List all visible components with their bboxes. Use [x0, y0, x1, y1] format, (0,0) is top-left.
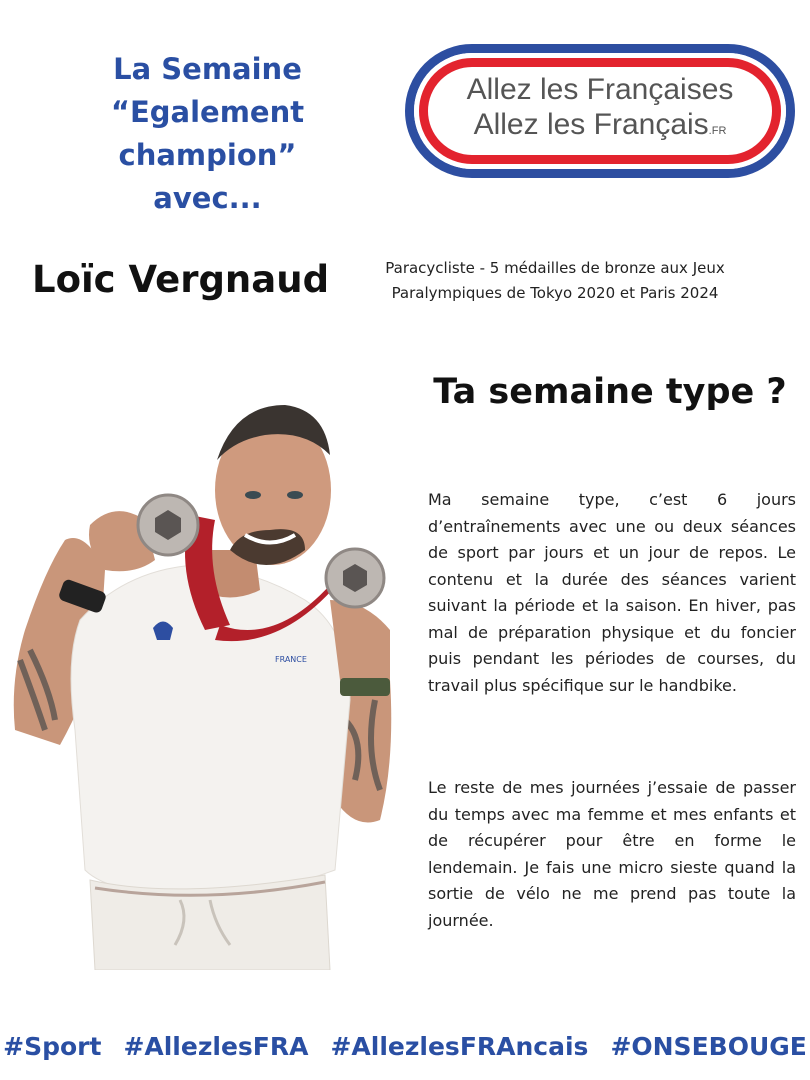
- allez-les-francais-logo: [405, 44, 795, 178]
- wrist-bracelet: [340, 678, 390, 696]
- hashtag-sport: #Sport: [3, 1032, 102, 1061]
- hashtag-allezlesfrancais: #AllezlesFRAncais: [330, 1032, 589, 1061]
- white-pants: [90, 875, 330, 970]
- athlete-description-line2: Paralympiques de Tokyo 2020 et Paris 2024: [391, 284, 719, 302]
- athlete-description: [365, 256, 745, 306]
- logo-line1: Allez les Françaises: [466, 73, 734, 106]
- hashtag-onsebouge: #ONSEBOUGE: [610, 1032, 807, 1061]
- logo-line2-text: Allez les Français: [473, 108, 709, 141]
- event-title-line3: avec...: [153, 181, 262, 215]
- athlete-description-line1: Paracycliste - 5 médailles de bronze aux Jeux: [385, 259, 725, 277]
- answer-paragraph-2: Le reste de mes journées j’essaie de passer du temps avec ma femme et mes enfants et de récupérer pour être en forme le lendemain. Je fais une micro sieste quand la sortie de vélo ne me prend pas toute la journée.: [428, 778, 796, 930]
- athlete-photo: [5, 400, 410, 970]
- athlete-name: Loïc Vergnaud: [32, 258, 330, 301]
- hashtag-bar: [0, 1032, 810, 1061]
- answer-paragraph-1: Ma semaine type, c’est 6 jours d’entraînements avec une ou deux séances de sport par jours et un jour de repos. Le contenu et la durée des séances varient suivant la période et la saison. En hiver, pas mal de préparation physique et du foncier puis pendant les périodes de courses, du travail plus spécifique sur le handbike.: [428, 490, 796, 695]
- question-title: Ta semaine type ?: [433, 372, 787, 412]
- event-title-line1: La Semaine: [113, 52, 302, 86]
- logo-text: [405, 72, 795, 149]
- logo-suffix: .FR: [708, 125, 727, 137]
- hashtag-allezlesfra: #AllezlesFRA: [123, 1032, 309, 1061]
- event-title-line2: “Egalement champion”: [110, 95, 305, 172]
- france-badge-icon: FRANCE: [275, 655, 307, 664]
- event-title: [20, 48, 395, 220]
- logo-line2: [405, 107, 795, 149]
